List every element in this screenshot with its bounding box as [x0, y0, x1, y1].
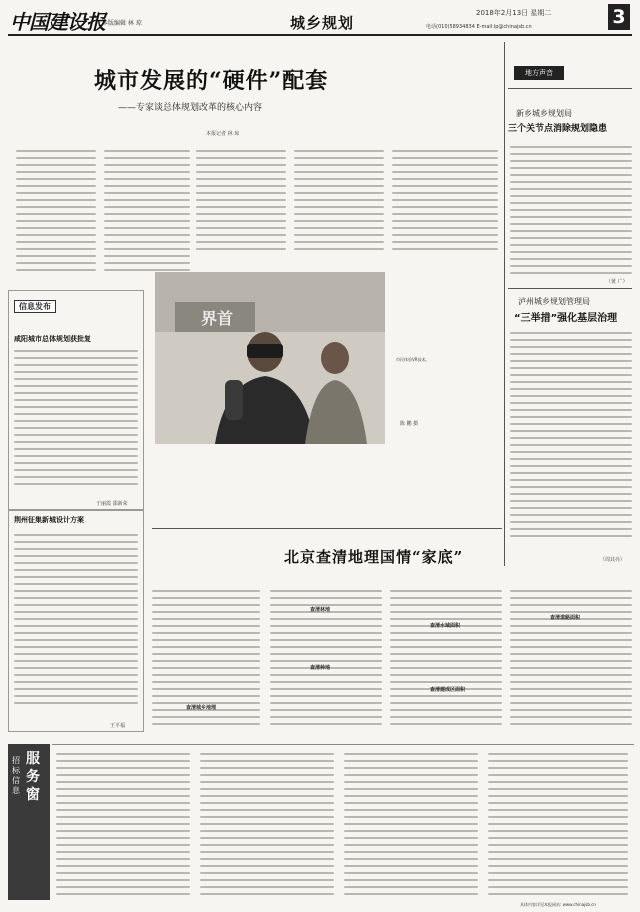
listings-col3: [344, 753, 478, 900]
feature-subhead-5: 查清建成区面积: [430, 687, 466, 693]
story1-headline: 三个关节点消除规划隐患: [508, 124, 608, 134]
newspaper-logo: 中国建设报: [10, 10, 105, 34]
feature-headline: 北京查清地理国情“家底”: [284, 548, 464, 566]
story2-body: [510, 332, 632, 542]
listings-col2: [200, 753, 334, 900]
section-title: 城乡规划: [290, 14, 355, 32]
service-label: 服务窗: [26, 751, 40, 803]
story2-kicker: 泸州城乡规划管理局: [518, 297, 590, 306]
lead-body-col3: [196, 150, 286, 255]
story2-headline: “三举措”强化基层治理: [514, 313, 618, 324]
story1-body: [510, 146, 632, 279]
info-release-tag: 信息发布: [14, 300, 56, 313]
story1-kicker: 新乡城乡规划局: [516, 109, 572, 118]
vr-photo: [155, 272, 385, 444]
listings-col1: [56, 753, 190, 900]
vr-photo-illustration: [155, 272, 385, 444]
info-item2-signature: 王平福: [110, 723, 126, 729]
column-divider: [504, 42, 505, 566]
feature-subhead-2: 查清林地: [310, 607, 331, 613]
info-item1-body: [14, 350, 138, 490]
photo-caption: 市民体验VR技术。: [396, 357, 430, 362]
page-number: 3: [608, 4, 630, 30]
footer-note: 具体内容详见本报网站: www.chinajsb.cn: [520, 902, 596, 907]
lead-headline: 城市发展的“硬件”配套: [94, 68, 329, 94]
photo-credit: 陈 鹏 摄: [400, 421, 419, 427]
right-rule-2: [508, 288, 632, 289]
feature-body-col4: [510, 590, 632, 730]
lead-byline: 本报记者 林 琼: [206, 131, 240, 137]
feature-subhead-4: 查清水域面积: [430, 623, 461, 629]
feature-subhead-6: 查清道路面积: [550, 615, 581, 621]
info-item2-title: 荆州征集新城设计方案: [14, 516, 84, 524]
info-item2-body: [14, 534, 138, 709]
lead-body-col2: [104, 150, 190, 276]
feature-body-col3: [390, 590, 502, 730]
feature-rule: [152, 528, 502, 529]
masthead: [8, 6, 632, 36]
info-item1-title: 咸阳城市总体规划获批复: [14, 335, 91, 343]
story2-signature: （周其亮）: [600, 557, 626, 563]
contact-line: 电话(010)58934834 E-mail:lp@chinajsb.cn: [426, 24, 532, 30]
tender-label: 招标信息: [12, 756, 20, 795]
section-tag-local-voices: 地方声音: [514, 66, 564, 80]
lead-subtitle: ——专家谈总体规划改革的核心内容: [118, 103, 263, 113]
classified-listings: [52, 744, 634, 900]
dateline: 2018年2月13日 星期二: [476, 9, 552, 17]
story1-signature: （黄 广）: [606, 279, 628, 285]
photo-sign-text: 界首: [201, 309, 234, 328]
info-item1-signature: 于丽霞 邵新荣: [96, 501, 128, 507]
lead-body-col5: [392, 150, 498, 255]
feature-subhead-3: 查清种地: [310, 665, 331, 671]
lead-body-col4: [294, 150, 384, 255]
page-editor: 本版编辑 林 琼: [102, 20, 142, 27]
lead-body-col1: [16, 150, 96, 276]
feature-subhead-1: 查清城乡地理: [186, 705, 217, 711]
right-rule: [508, 88, 632, 89]
listings-col4: [488, 753, 628, 900]
